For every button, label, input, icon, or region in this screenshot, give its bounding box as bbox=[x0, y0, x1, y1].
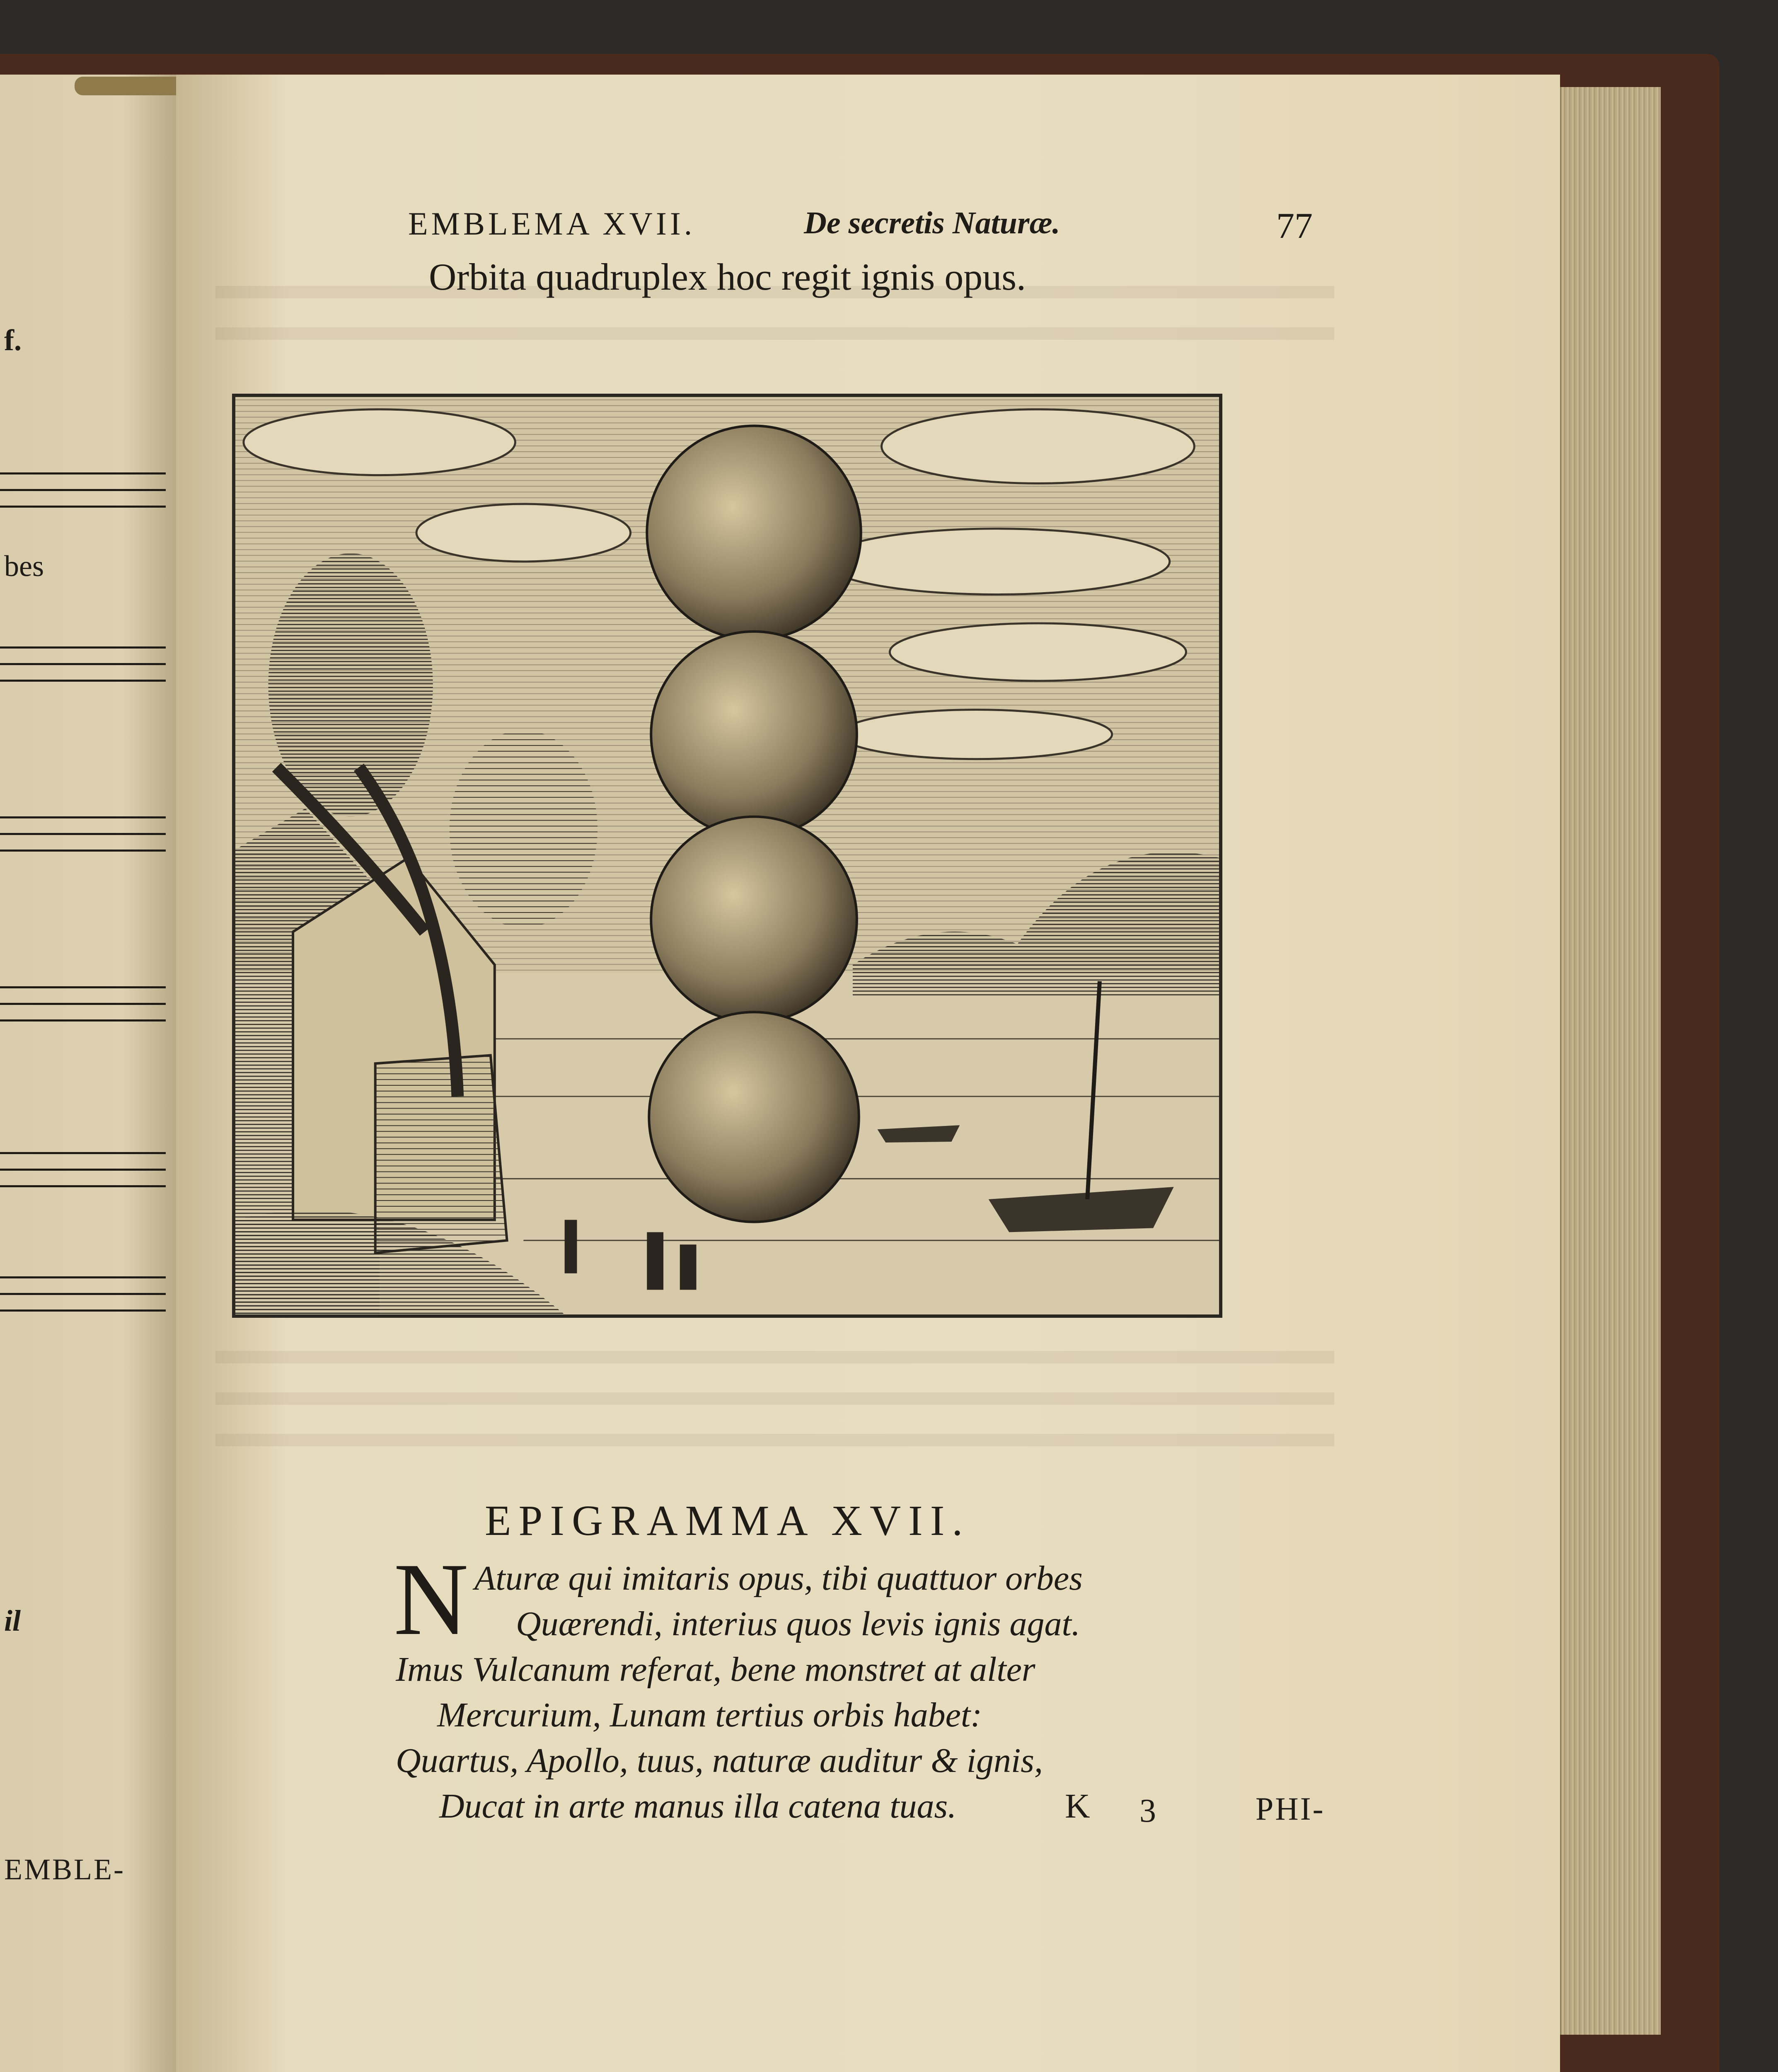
left-page bbox=[0, 75, 176, 2072]
music-staff-line bbox=[0, 1003, 166, 1005]
music-staff-line bbox=[0, 1185, 166, 1187]
catchword: PHI- bbox=[1255, 1791, 1325, 1827]
music-staff-line bbox=[0, 663, 166, 665]
epigram-line: Mercurium, Lunam tertius orbis habet: bbox=[437, 1696, 982, 1734]
music-staff-line bbox=[0, 1169, 166, 1171]
music-staff-line bbox=[0, 850, 166, 852]
music-staff-line bbox=[0, 1276, 166, 1278]
music-staff-line bbox=[0, 1310, 166, 1312]
music-staff-line bbox=[0, 646, 166, 649]
epigram-line: Quartus, Apollo, tuus, naturæ auditur & ignis, bbox=[396, 1741, 1043, 1780]
music-staff-line bbox=[0, 472, 166, 474]
epigram-line: Aturæ qui imitaris opus, tibi quattuor orbes bbox=[474, 1559, 1083, 1598]
page-number: 77 bbox=[1276, 206, 1313, 246]
music-staff-line bbox=[0, 1019, 166, 1021]
music-staff-line bbox=[0, 680, 166, 682]
motto: Orbita quadruplex hoc regit ignis opus. bbox=[429, 256, 1026, 298]
music-staff-line bbox=[0, 489, 166, 491]
epigram-line: Ducat in arte manus illa catena tuas. bbox=[439, 1787, 957, 1825]
music-staff-line bbox=[0, 506, 166, 508]
engraving-illustration bbox=[235, 397, 1219, 1314]
left-fragment: il bbox=[4, 1604, 21, 1637]
drop-cap: N bbox=[394, 1542, 469, 1657]
show-through-text bbox=[215, 327, 1334, 340]
left-fragment: bes bbox=[4, 549, 44, 583]
epigram-title: EPIGRAMMA XVII. bbox=[485, 1497, 970, 1544]
music-staff-line bbox=[0, 833, 166, 835]
music-staff-line bbox=[0, 1293, 166, 1295]
engraving-plate bbox=[232, 394, 1222, 1318]
show-through-text bbox=[215, 1351, 1334, 1363]
page-edges bbox=[1560, 87, 1661, 2035]
show-through-text bbox=[215, 1392, 1334, 1405]
left-fragment: f. bbox=[4, 324, 22, 357]
show-through-text bbox=[215, 1434, 1334, 1446]
music-staff-line bbox=[0, 816, 166, 818]
left-fragment: EMBLE- bbox=[4, 1853, 125, 1886]
epigram-line: Imus Vulcanum referat, bene monstret at alter bbox=[396, 1650, 1035, 1689]
music-staff-line bbox=[0, 1152, 166, 1154]
running-subject: De secretis Naturæ. bbox=[804, 206, 1060, 240]
running-title: EMBLEMA XVII. bbox=[408, 206, 696, 242]
signature-number: 3 bbox=[1139, 1793, 1156, 1829]
signature-mark: K bbox=[1065, 1787, 1090, 1825]
epigram-line: Quærendi, interius quos levis ignis agat. bbox=[516, 1605, 1080, 1643]
music-staff-line bbox=[0, 986, 166, 988]
